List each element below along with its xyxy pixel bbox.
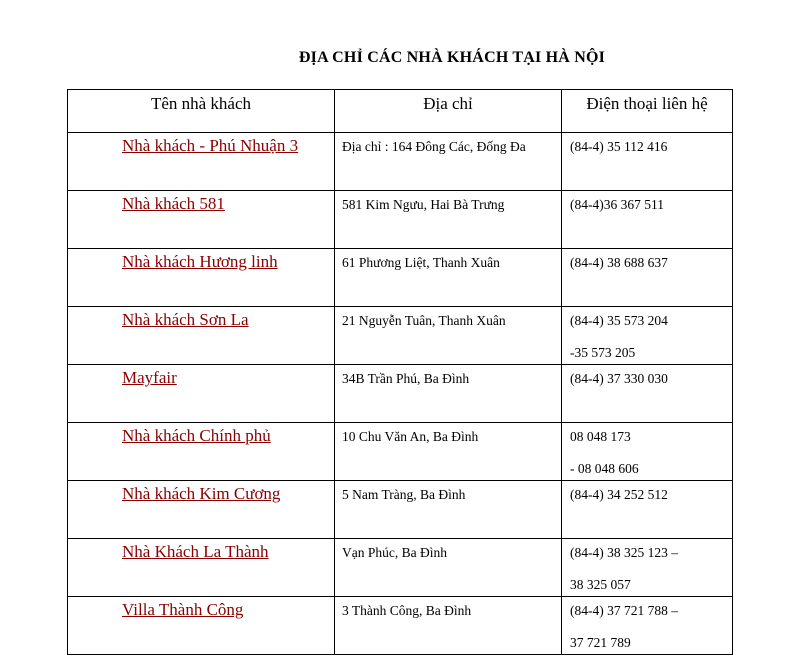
table-body [68, 133, 733, 655]
cell-name [68, 597, 335, 655]
hotel-address: 5 Nam Tràng, Ba Đình [342, 487, 466, 502]
table-row [68, 249, 733, 307]
cell-name [68, 307, 335, 365]
phone-primary: (84-4) 37 330 030 [570, 371, 668, 386]
cell-name [68, 249, 335, 307]
hotel-phone [562, 191, 732, 213]
hotel-address: 10 Chu Văn An, Ba Đình [342, 429, 479, 444]
hotel-address: 3 Thành Công, Ba Đình [342, 603, 472, 618]
cell-phone [562, 597, 733, 655]
hotel-phone [562, 365, 732, 387]
cell-address [335, 539, 562, 597]
table-row [68, 133, 733, 191]
table-row [68, 597, 733, 655]
cell-phone [562, 539, 733, 597]
hotel-phone [562, 423, 732, 477]
cell-address [335, 133, 562, 191]
column-header-address: Địa chỉ [335, 90, 562, 133]
cell-phone [562, 481, 733, 539]
hotel-name-link[interactable]: Nhà khách Chính phủ [122, 426, 271, 445]
hotel-name-link[interactable]: Mayfair [122, 368, 177, 387]
cell-name [68, 481, 335, 539]
table-row [68, 481, 733, 539]
hotel-table [67, 89, 733, 655]
cell-address [335, 307, 562, 365]
phone-secondary: 38 325 057 [570, 577, 631, 592]
table-header-row [68, 90, 733, 133]
hotel-phone [562, 539, 732, 593]
hotel-phone [562, 307, 732, 361]
cell-address [335, 365, 562, 423]
cell-name [68, 539, 335, 597]
hotel-phone [562, 249, 732, 271]
phone-primary: (84-4) 35 573 204 [570, 313, 668, 328]
column-header-phone: Điện thoại liên hệ [562, 90, 733, 133]
hotel-name-link[interactable]: Nhà khách Hương linh [122, 252, 278, 271]
phone-primary: 08 048 173 [570, 429, 631, 444]
table-row [68, 191, 733, 249]
hotel-phone [562, 133, 732, 155]
phone-secondary: 37 721 789 [570, 635, 631, 650]
hotel-phone [562, 597, 732, 651]
cell-phone [562, 133, 733, 191]
hotel-address: Địa chỉ : 164 Đông Các, Đống Đa [342, 139, 526, 154]
hotel-name-link[interactable]: Nhà khách 581 [122, 194, 225, 213]
cell-address [335, 597, 562, 655]
cell-phone [562, 365, 733, 423]
phone-primary: (84-4)36 367 511 [570, 197, 664, 212]
cell-address [335, 423, 562, 481]
cell-name [68, 365, 335, 423]
hotel-address: 21 Nguyễn Tuân, Thanh Xuân [342, 313, 506, 328]
cell-address [335, 481, 562, 539]
hotel-name-link[interactable]: Nhà khách - Phú Nhuận 3 [122, 136, 299, 155]
hotel-phone [562, 481, 732, 503]
table-row [68, 365, 733, 423]
hotel-address: Vạn Phúc, Ba Đình [342, 545, 447, 560]
cell-phone [562, 191, 733, 249]
hotel-address: 61 Phương Liệt, Thanh Xuân [342, 255, 500, 270]
table-row [68, 423, 733, 481]
cell-name [68, 133, 335, 191]
phone-primary: (84-4) 35 112 416 [570, 139, 668, 154]
hotel-address: 581 Kim Ngưu, Hai Bà Trưng [342, 197, 505, 212]
column-header-name: Tên nhà khách [68, 90, 335, 133]
cell-phone [562, 249, 733, 307]
hotel-name-link[interactable]: Nhà khách Sơn La [122, 310, 249, 329]
cell-name [68, 423, 335, 481]
phone-primary: (84-4) 38 325 123 – [570, 545, 678, 560]
phone-primary: (84-4) 37 721 788 – [570, 603, 678, 618]
cell-address [335, 249, 562, 307]
table-row [68, 307, 733, 365]
cell-name [68, 191, 335, 249]
hotel-address: 34B Trần Phú, Ba Đình [342, 371, 470, 386]
cell-phone [562, 423, 733, 481]
phone-primary: (84-4) 38 688 637 [570, 255, 668, 270]
phone-secondary: -35 573 205 [570, 345, 636, 360]
phone-secondary: - 08 048 606 [570, 461, 639, 476]
hotel-name-link[interactable]: Nhà Khách La Thành [122, 542, 269, 561]
cell-phone [562, 307, 733, 365]
hotel-name-link[interactable]: Villa Thành Công [122, 600, 244, 619]
page-title: ĐỊA CHỈ CÁC NHÀ KHÁCH TẠI HÀ NỘI [298, 49, 606, 66]
cell-address [335, 191, 562, 249]
table-row [68, 539, 733, 597]
phone-primary: (84-4) 34 252 512 [570, 487, 668, 502]
hotel-name-link[interactable]: Nhà khách Kim Cương [122, 484, 281, 503]
